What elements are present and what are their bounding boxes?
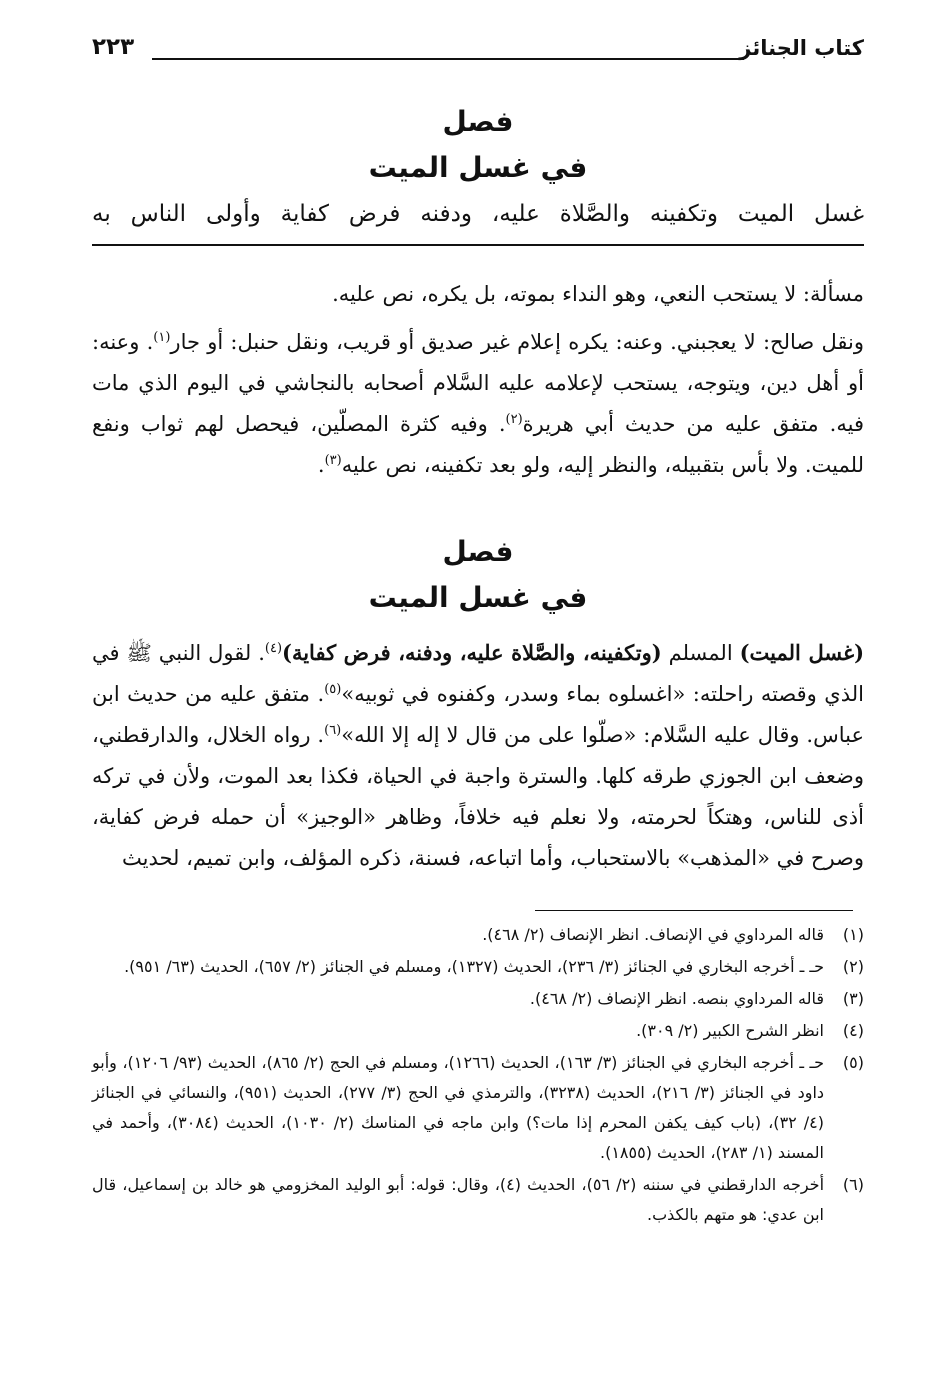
matn-text: غسل الميت وتكفينه والصَّلاة عليه، ودفنه فرض كفاية وأولى الناس به xyxy=(92,201,864,227)
footnote-number: (٤) xyxy=(842,1021,864,1040)
footnote-number: (١) xyxy=(842,925,864,944)
book-title: كتاب الجنائز xyxy=(739,36,864,60)
naql-text: ونقل صالح: لا يعجبني. وعنه: يكره إعلام غير صديق أو قريب، ونقل حنبل: أو جار xyxy=(170,330,864,354)
main-text-4: . رواه الخلال، والدارقطني، وضعف ابن الجوزي طرقه كلها. والسترة واجبة في الحياة، فكذا بعد الموت، ولأن في تركه أذى للناس، وهتكاً لحرمته، ولا نعلم فيه خلافاً، وظاهر «الوجيز» أن حمله فرض كفاية، وصرح في «المذهب» بالاستحباب، وأما اتباعه، فسنة، ذكره المؤلف، وابن تميم، لحديث xyxy=(92,723,864,870)
naql-text-4: . xyxy=(317,453,325,477)
section-heading: فصل xyxy=(442,105,514,138)
naql-text-3: . وفيه كثرة المصلّين، فيحصل لهم ثواب ونفع للميت. ولا بأس بتقبيله، والنظر إليه، ولو بعد تكفينه، نص عليه xyxy=(92,412,864,477)
footnote xyxy=(92,1170,864,1230)
matn-divider xyxy=(92,244,864,246)
bold-matn-1: (غسل الميت) xyxy=(739,640,865,665)
footnote xyxy=(92,1016,864,1046)
matn-block xyxy=(92,100,864,234)
footnote-text: قاله المرداوي في الإنصاف. انظر الإنصاف (٢/ ٤٦٨). xyxy=(482,925,824,944)
section-subheading: في غسل الميت xyxy=(368,151,588,184)
footnote xyxy=(92,952,864,982)
header-rule xyxy=(152,58,744,60)
footnote-number: (٣) xyxy=(842,989,864,1008)
footnote-number: (٢) xyxy=(842,957,864,976)
section-2-subheading: في غسل الميت xyxy=(368,581,588,614)
footnote-text: قاله المرداوي بنصه. انظر الإنصاف (٢/ ٤٦٨). xyxy=(529,989,824,1008)
footnote-ref-2[interactable]: (٢) xyxy=(505,412,523,427)
main-paragraph xyxy=(92,632,864,879)
page-number: ٢٢٣ xyxy=(92,34,135,60)
footnote xyxy=(92,1048,864,1168)
naql-text-2: . وعنه: أو أهل دين، ويتوجه، يستحب لإعلامه عليه السَّلام أصحابه بالنجاشي في اليوم الذي مات فيه. متفق عليه من حديث أبي هريرة xyxy=(92,330,864,436)
footnotes xyxy=(92,920,864,1232)
footnote-ref-6[interactable]: (٦) xyxy=(324,723,342,738)
naql-paragraph xyxy=(92,322,864,486)
masala-paragraph: مسألة: لا يستحب النعي، وهو النداء بموته، بل يكره، نص عليه. xyxy=(332,282,864,306)
bold-matn-2: (وتكفينه، والصَّلاة عليه، ودفنه، فرض كفاية) xyxy=(282,640,662,665)
section-2-headings xyxy=(92,530,864,622)
footnote-text: حـ ـ أخرجه البخاري في الجنائز (٣/ ٢٣٦)، الحديث (١٣٢٧)، ومسلم في الجنائز (٢/ ٦٥٧)، الحديث (٦٣/ ٩٥١). xyxy=(124,957,824,976)
section-2-heading: فصل xyxy=(442,535,514,568)
footnote xyxy=(92,920,864,950)
footnote-ref-5[interactable]: (٥) xyxy=(324,682,342,697)
footnote-ref-3[interactable]: (٣) xyxy=(324,453,342,468)
footnote xyxy=(92,984,864,1014)
footnote-number: (٦) xyxy=(842,1175,864,1194)
main-text-2: . لقول النبي ﷺ في الذي وقصته راحلته: «اغسلوه بماء وسدر، وكفنوه في ثوبيه» xyxy=(92,641,864,706)
footnote-number: (٥) xyxy=(842,1053,864,1072)
footnote-text: أخرجه الدارقطني في سننه (٢/ ٥٦)، الحديث (٤)، وقال: قوله: أبو الوليد المخزومي هو خالد بن إسماعيل، قال ابن عدي: هو متهم بالكذب. xyxy=(92,1175,825,1224)
main-text-1: المسلم xyxy=(661,641,740,665)
main-text-3: . متفق عليه من حديث ابن عباس. وقال عليه السَّلام: «صلّوا على من قال لا إله إلا الله» xyxy=(92,682,864,747)
footnote-separator xyxy=(535,910,853,911)
footnote-ref-4[interactable]: (٤) xyxy=(264,641,283,656)
running-header xyxy=(92,30,864,70)
footnote-text: انظر الشرح الكبير (٢/ ٣٠٩). xyxy=(636,1021,824,1040)
footnote-text: حـ ـ أخرجه البخاري في الجنائز (٣/ ١٦٣)، الحديث (١٢٦٦)، ومسلم في الحج (٢/ ٨٦٥)، الحديث (٩٣/ ١٢٠٦)، وأبو داود في الجنائز (٣/ ٢١٦)، الحديث (٣٢٣٨)، والترمذي في الحج (٣/ ٢٧٧)، الحديث (٩٥١)، والنسائي في الجنائز (٤/ ٣٢)، (باب كيف يكفن المحرم إذا مات؟) وابن ماجه في المناسك (٢/ ١٠٣٠)، الحديث (٣٠٨٤)، وأحمد في المسند (١/ ٢٨٣)، الحديث (١٨٥٥). xyxy=(92,1053,825,1162)
footnote-ref-1[interactable]: (١) xyxy=(153,330,171,345)
